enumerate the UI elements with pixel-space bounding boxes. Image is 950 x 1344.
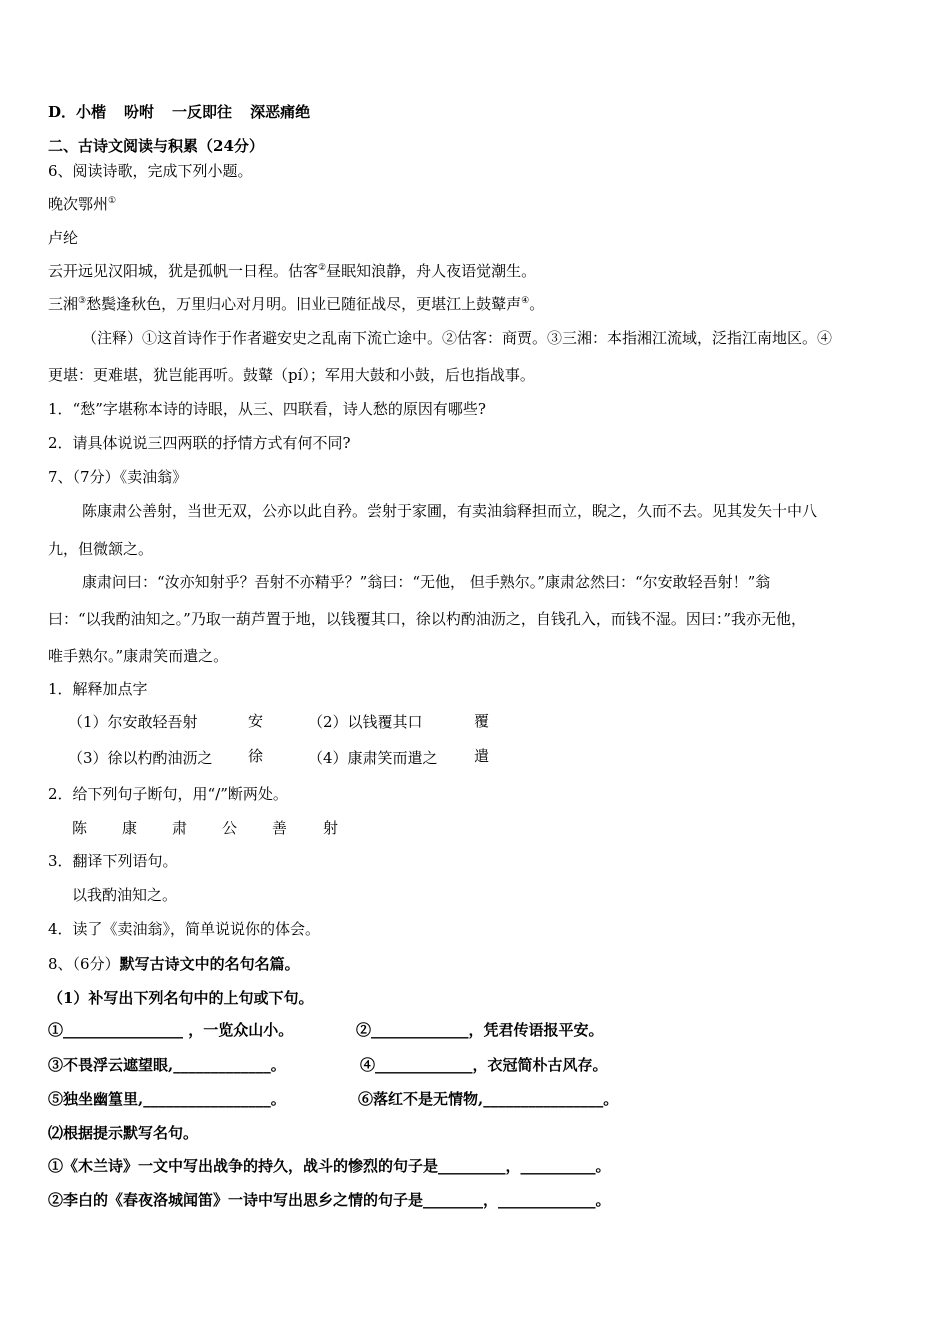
option-d-word-3: 一反即往 [172,103,233,121]
annotation-line-1: （注释）①这首诗作于作者避安史之乱南下流亡途中。②估客：商贾。③三湘：本指湘江流域，泛指江南地区。④ [82,329,833,347]
q7-char-4: 公 [222,819,238,837]
q7-item-3-phrase: （3）徐以杓酌油沥之 [68,749,213,767]
q7-para-2-line-2: 曰：“以我酌油知之。”乃取一葫芦置于地，以钱覆其口，徐以杓酌油沥之，自钱孔入，而钱不湿。因曰：”我亦无他， [48,610,807,628]
poem-line-2-note: ③ [78,296,87,306]
poem-line-2-b: 愁鬓逢秋色，万里归心对月明。旧业已随征战尽，更堪江上鼓鼙声 [86,295,522,313]
q7-item-4-phrase: （4）康肃笑而遣之 [308,749,438,767]
q7-item-3-char: 徐 [248,747,264,765]
q8-stem-instruction: 默写古诗文中的名句名篇。 [119,955,300,973]
q8-part-2-title: ⑵根据提示默写名句。 [48,1124,199,1142]
q7-para-1-line-2: 九，但微颔之。 [48,540,154,558]
poem-line-2 [48,294,544,314]
q7-stem: 7、（7分）《卖油翁》 [48,468,188,486]
q7-para-1-line-1: 陈康肃公善射，当世无双，公亦以此自矜。尝射于家圃，有卖油翁释担而立，睨之，久而不去。见其发矢十中八 [82,502,818,520]
q8-row-2a: ③不畏浮云遮望眼,_____________。 [48,1056,286,1074]
option-d-word-4: 深恶痛绝 [250,103,311,121]
q6-stem: 6、阅读诗歌，完成下列小题。 [48,162,253,180]
poem-author: 卢纶 [48,229,79,247]
option-d-word-1: 小楷 [76,103,107,121]
poem-line-2-c: 。 [529,295,545,313]
option-d [48,102,310,122]
poem-line-2-note-2: ④ [521,296,530,306]
q7-item-4-char: 遣 [474,747,490,765]
q7-sub-4-title: 4．读了《卖油翁》，简单说说你的体会。 [48,920,321,938]
poem-title-text: 晚次鄂州 [48,195,109,213]
q7-char-3: 肃 [172,819,188,837]
q8-row-1b: ②_____________，凭君传语报平安。 [356,1021,604,1039]
q8-row-2b: ④_____________，衣冠简朴古风存。 [360,1056,608,1074]
option-d-word-2: 吩咐 [124,103,155,121]
q7-sub-3-sentence: 以我酌油知之。 [72,886,178,904]
q7-char-5: 善 [272,819,288,837]
q7-char-2: 康 [122,819,138,837]
q8-stem-score: 8、（6分） [48,955,120,973]
q7-item-1-phrase: （1）尔安敢轻吾射 [68,713,198,731]
q8-part-2-item-2: ②李白的《春夜洛城闻笛》一诗中写出思乡之情的句子是________，_____________。 [48,1191,611,1209]
q7-para-2-line-3: 唯手熟尔。”康肃笑而遣之。 [48,647,229,665]
q7-sub-1-title: 1．解释加点字 [48,680,148,698]
poem-title-note: ① [108,196,117,206]
q8-row-1a: ①________________ ，一览众山小。 [48,1021,294,1039]
q7-char-6: 射 [323,819,339,837]
q7-sub-2-title: 2．给下列句子断句，用“/”断两处。 [48,785,288,803]
q7-para-2-line-1: 康肃问曰：“汝亦知射乎？吾射不亦精乎？”翁曰：“无他， 但手熟尔。”康肃忿然曰：“尔安敢轻吾射！”翁 [82,573,771,591]
q7-sub-3-title: 3．翻译下列语句。 [48,852,178,870]
poem-line-1-b: 昼眠知浪静，舟人夜语觉潮生。 [326,262,537,280]
q7-char-1: 陈 [72,819,88,837]
q7-item-2-phrase: （2）以钱覆其口 [308,713,423,731]
q8-row-3b: ⑥落红不是无情物,________________。 [358,1090,619,1108]
q8-part-2-item-1: ①《木兰诗》一文中写出战争的持久，战斗的惨烈的句子是_________，__________。 [48,1157,611,1175]
poem-line-1 [48,261,536,281]
q7-item-1-char: 安 [248,712,264,730]
section-2-heading: 二、古诗文阅读与积累（24分） [48,137,264,155]
poem-line-1-a: 云开远见汉阳城，犹是孤帆一日程。估客 [48,262,319,280]
poem-line-1-note: ② [318,263,327,273]
q6-sub-2: 2．请具体说说三四两联的抒情方式有何不同? [48,434,351,452]
q8-stem [48,954,300,974]
poem-line-2-a: 三湘 [48,295,79,313]
q7-item-2-char: 覆 [474,712,490,730]
option-d-letter: D． [48,103,77,121]
poem-title [48,194,116,214]
q6-sub-1: 1．“愁”字堪称本诗的诗眼，从三、四联看，诗人愁的原因有哪些? [48,400,486,418]
q8-part-1-title: （1）补写出下列名句中的上句或下句。 [48,989,314,1007]
annotation-line-2: 更堪：更难堪，犹岂能再听。鼓鼙（pí）；军用大鼓和小鼓，后也指战事。 [48,366,535,384]
q8-row-3a: ⑤独坐幽篁里,_________________。 [48,1090,286,1108]
